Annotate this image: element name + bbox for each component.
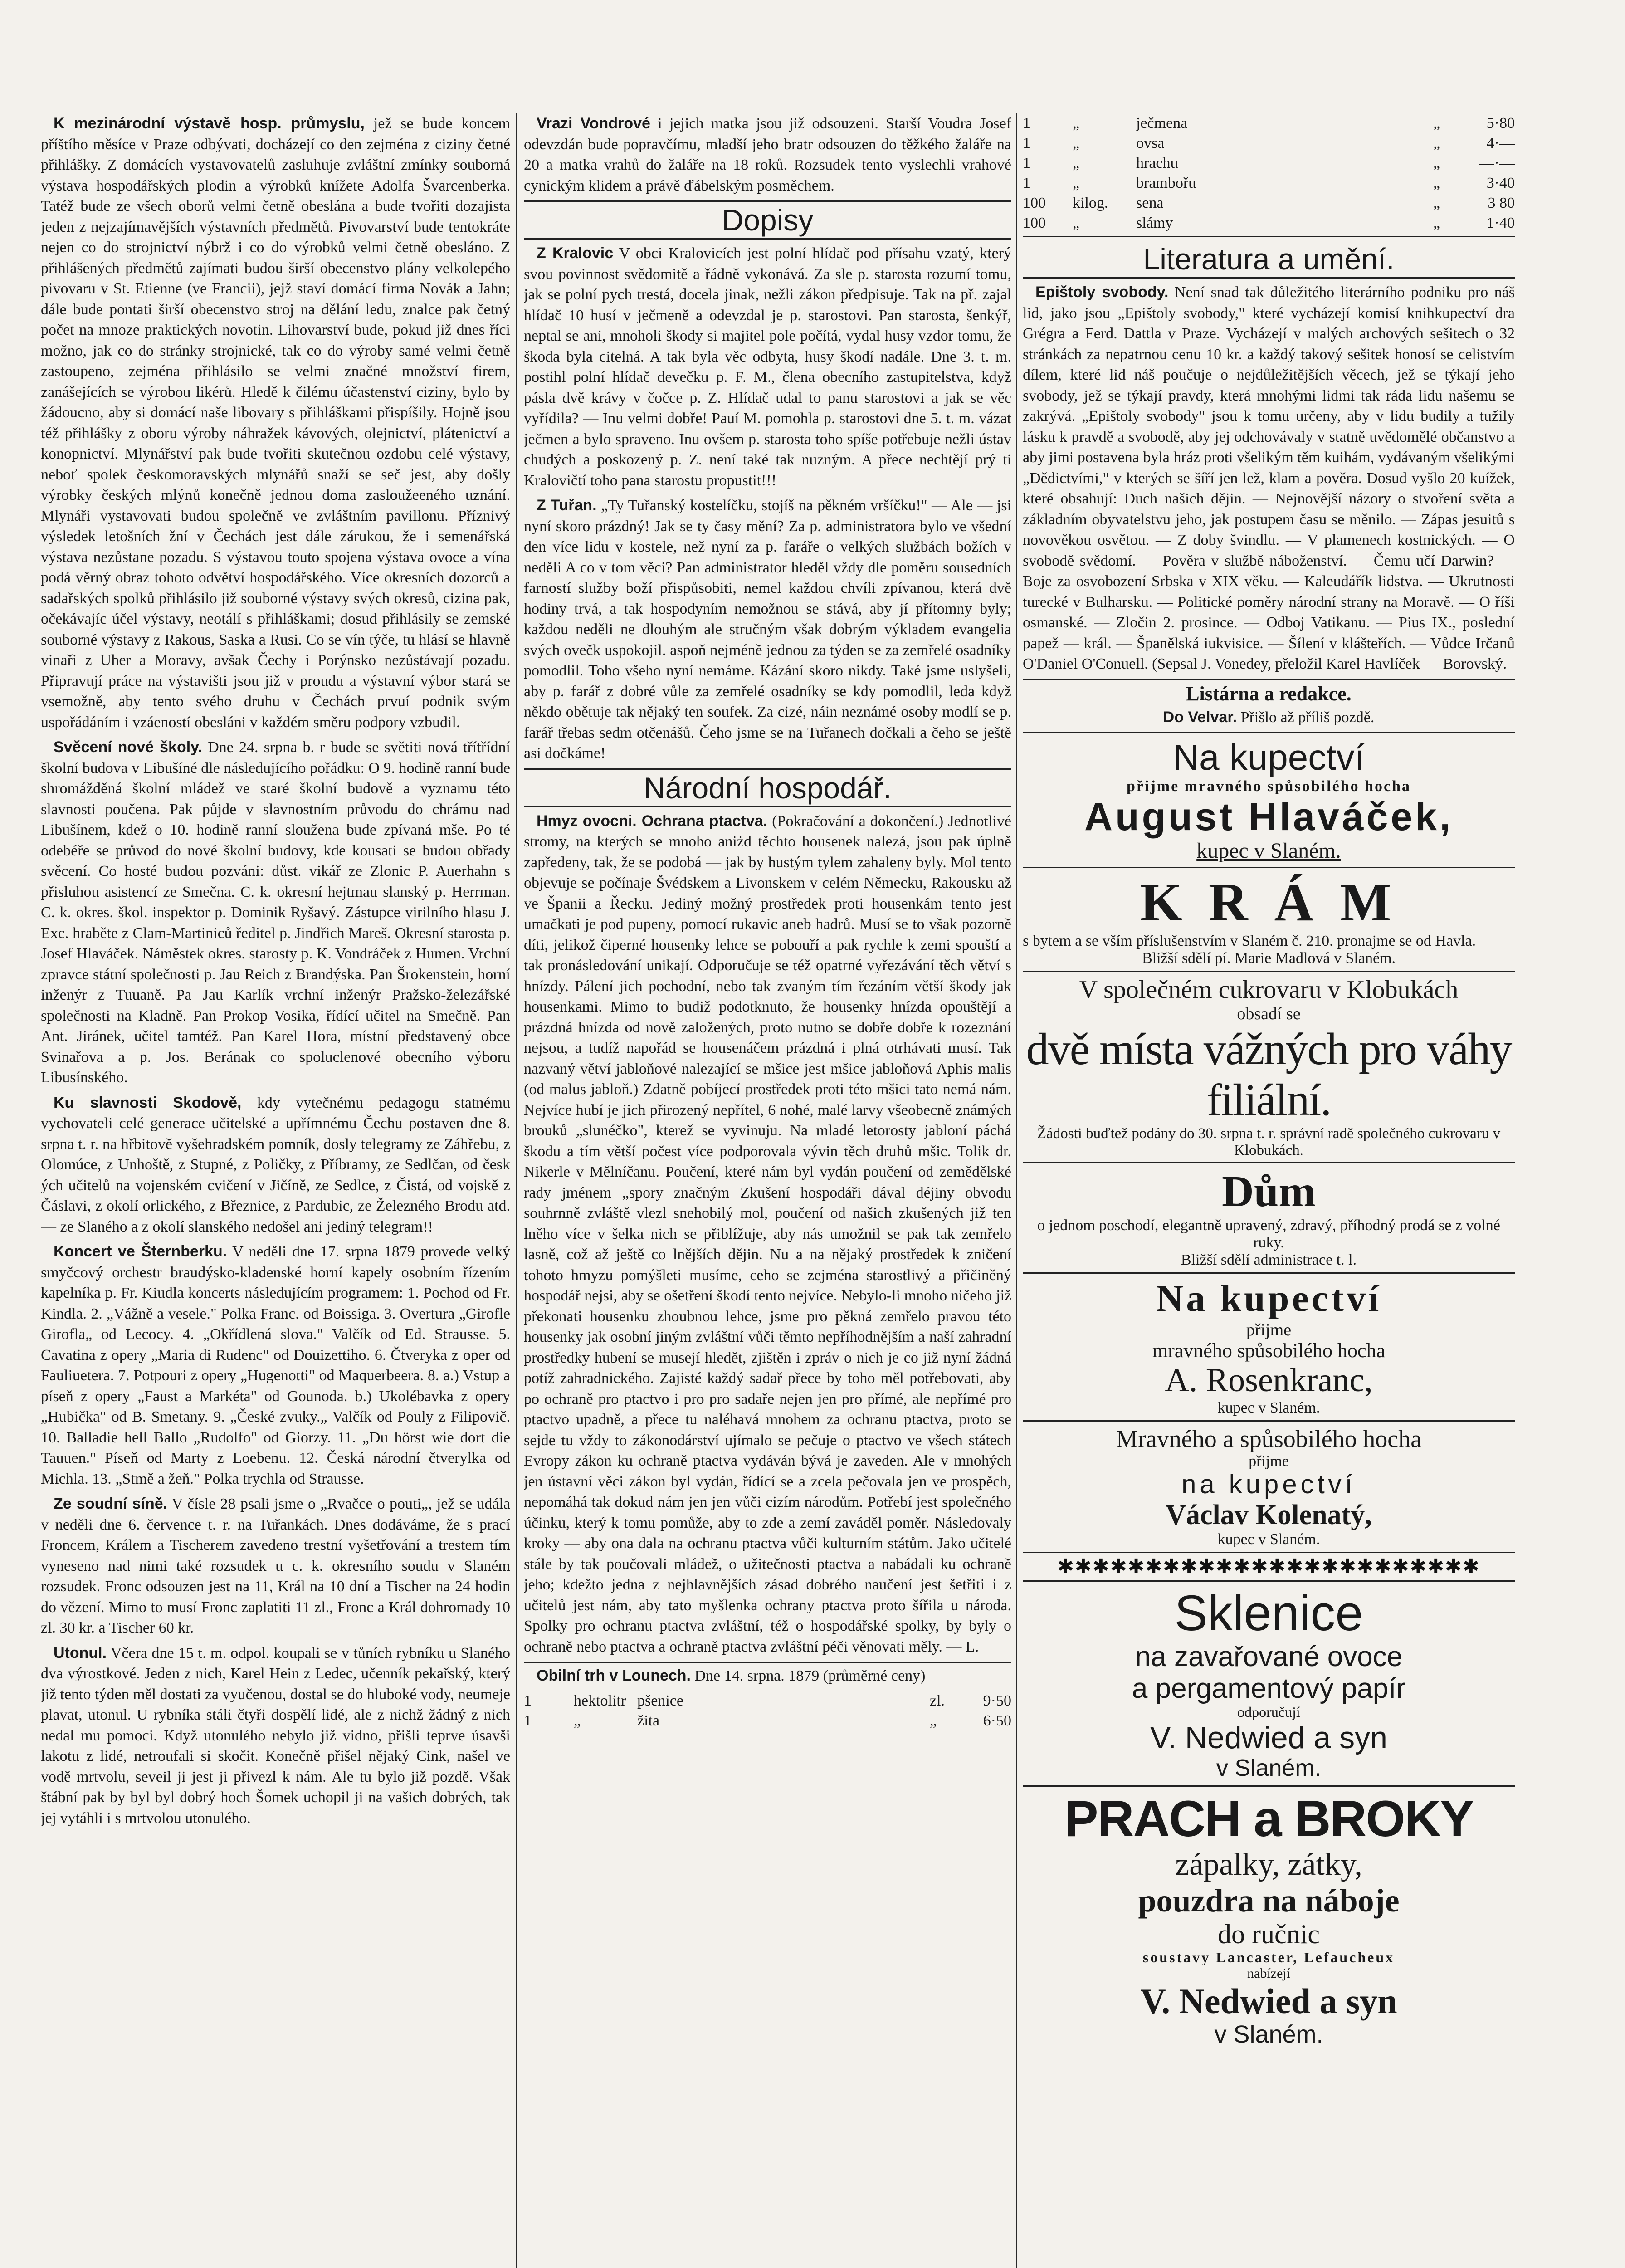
price-currency: „ bbox=[1433, 215, 1440, 231]
price-row bbox=[1023, 193, 1515, 213]
ad-text: přijme bbox=[1249, 1452, 1289, 1470]
ad-rosenkranc bbox=[1023, 1274, 1515, 1422]
ad-name: V. Nedwied a syn bbox=[1150, 1721, 1387, 1755]
price-good: ovsa bbox=[1136, 135, 1165, 152]
listarna-title: Listárna a redakce. bbox=[1186, 682, 1352, 705]
ad-contact: Žádosti buďtež podány do 30. srpna t. r. správní radě společného cukrovaru v Klobukách. bbox=[1037, 1125, 1501, 1158]
grain-market-heading bbox=[524, 1662, 1011, 1686]
ad-prach bbox=[1023, 1787, 1515, 2052]
price-value: —·— bbox=[1479, 155, 1515, 171]
price-row bbox=[1023, 213, 1515, 233]
listarna-recipient: Do Velvar. bbox=[1163, 708, 1237, 726]
price-qty: 1 bbox=[1023, 115, 1030, 132]
price-value: 3·40 bbox=[1486, 175, 1515, 191]
price-currency: „ bbox=[1433, 115, 1440, 132]
ad-sklenice bbox=[1023, 1580, 1515, 1786]
price-qty: 1 bbox=[1023, 135, 1030, 152]
ad-headline: Dům bbox=[1222, 1167, 1316, 1217]
price-currency: „ bbox=[1433, 155, 1440, 171]
article-epistoly bbox=[1023, 282, 1515, 675]
price-row bbox=[1023, 113, 1515, 133]
article-body: Včera dne 15 t. m. odpol. koupali se v tůních rybníku u Slaného dva výrostkové. Jeden z nich, Karel Hein z Ledec, učenník pekařský, který již tento týden měl dostati za vyučenou, dostal se do hluboké vody, neumeje plavat, utonul. U rybníka stáli čtyři dospělí lidé, ale z nichž žádný z nich nedal mu pomoci. Když utonulého nebylo již vidno, přišli teprve úsavši lakotu z lidé, netroufali si skočit. Konečně přišel nějaký Cink, našel ve vodě mrtvolu, seveil ji jest ji přivezl k nám. Ale tu bylo již pozdě. Však štábní pak by byl byl dobrý hoch Šomek uchopil ji na vašich dobrých, tak jej vytáhli i s mrtvolou utonulého. bbox=[41, 1644, 510, 1827]
article-heading: Koncert ve Šternberku. bbox=[54, 1243, 227, 1260]
price-unit: hektolitr bbox=[574, 1692, 626, 1709]
column-divider bbox=[1016, 113, 1017, 2268]
ad-name: V. Nedwied a syn bbox=[1140, 1981, 1397, 2021]
ad-title: dvě místa vážných pro váhy filiální. bbox=[1026, 1023, 1512, 1125]
price-qty: 1 bbox=[1023, 175, 1030, 191]
price-currency: „ bbox=[930, 1712, 937, 1729]
article-hmyz bbox=[524, 811, 1011, 1657]
ad-text: na kupectví bbox=[1181, 1469, 1356, 1499]
listarna bbox=[1023, 679, 1515, 728]
article-heading: Epištoly svobody. bbox=[1035, 284, 1169, 301]
ad-subtitle: kupec v Slaném. bbox=[1196, 838, 1341, 863]
grain-market-title: Obilní trh v Lounech. bbox=[537, 1667, 691, 1684]
price-good: žita bbox=[637, 1712, 660, 1729]
middle-column bbox=[524, 113, 1011, 2268]
ad-hlavacek bbox=[1023, 732, 1515, 868]
letter-heading: Z Tuřan. bbox=[537, 497, 597, 514]
grain-market-date: Dne 14. srpna. 1879 (průměrné ceny) bbox=[694, 1667, 926, 1684]
column-divider bbox=[516, 113, 517, 2268]
price-value: 6·50 bbox=[983, 1712, 1011, 1729]
grain-price-table bbox=[1023, 113, 1515, 237]
letter-kralovice bbox=[524, 243, 1011, 491]
ad-subtitle: v Slaném. bbox=[1214, 2021, 1323, 2048]
article-body: jež se bude koncem příštího měsíce v Praze odbývati, docházejí co den zejména z ciziny četné přihlášky. Z domácích vystavovatelů zasluhuje zvláštní zmínky souborná výstava hospodářských plodin a výrobků knížete Adolfa Švarcenberka. Tatéž bude ze všech oborů velmi četně obeslána a bude tvořiti dozajista jeden z nejzajímavějších výstavních předmětů. Pivovarství bude tentokráte nejen co do strojnictví nýbrž i co do výrobků velmi četně obesláno. Z přihlášených předmětů zajímati budou širší obecenstvo plány velkolepého pivovaru v St. Etienne (ve Francii), jejž staví domácí firma Novák a Jahn; dále bude pontati širší obecenstvo stroj na dělání ledu, znalce pak četný počet na mnoze praktických novotin. Lihovarství bude, pokud již dnes říci možno, jak co do stránky strojnické, tak co do výroby samé velmi četně zastoupeno, zejména přihlásilo se velmi značné množství firem, zanášejících se výrobou likérů. Hledě k čilému účastenství ciziny, bylo by žádoucno, aby si domácí naše libovary s přihláškami přispíšily. Hojně jsou též přihlášky z oboru výroby náhražek kávových, olejnictví, plátenictví a konopnictví. Mlynářství pak bude tvořiti skutečnou ozdobu celé výstavy, neboť spolek českomoravských mlynářů snaží se seč jest, aby došly výrobky českých mlýnů konečně jednou doma zasloužeeného uznání. Mlynáři vystavovati budou společně ve zvláštním pavillonu. Příznivý výsledek letošních žní v Čechách jest dále zárukou, že i semenářská výstava nezůstane pozadu. S výstavou touto spojena výstava ovoce a vína podá věrný obraz tohoto odvětví hospodářského. Více okresních dozorců a sadařských spolků přihlásilo již souborné výstavy svých okresů, cizina pak, očekávajíc účel výstavy, neotálí s přihláškami; dosud přihlásily se zemské souborné výstavy z Rakous, Saska a Rusi. Co se vín týče, tu hlásí se hlavně vinaři z Uher a Moravy, avšak Čechy i Porýnsko nezůstávají pozadu. Připravují práce na výstavišti jsou již v proudu a výstavní výbor stará se vsemožně, aby tento svého druhu v Čechách prvuí podnik svým uspořádáním i vzáeností obesláni v každém směru podpory vzbudil. bbox=[41, 115, 510, 731]
price-row bbox=[524, 1711, 1011, 1731]
price-good: brambořu bbox=[1136, 175, 1196, 191]
article-heading: K mezinárodní výstavě hosp. průmyslu, bbox=[54, 115, 365, 132]
ad-text: přijme mravného spůsobilého hocha bbox=[1127, 777, 1411, 795]
ad-subtitle: kupec v Slaném. bbox=[1217, 1531, 1320, 1548]
price-value: 5·80 bbox=[1486, 115, 1515, 132]
ad-text: a pergamentový papír bbox=[1132, 1672, 1406, 1704]
ad-text: obsadí se bbox=[1237, 1004, 1301, 1023]
ad-contact: Bližší sdělí administrace t. l. bbox=[1181, 1251, 1357, 1269]
article-skola bbox=[41, 737, 510, 1088]
article-body: kdy vytečnému pedagogu statnému vychovateli celé generace učitelské a upřímnému Čechu postaven dne 8. srpna t. r. na hřbitově vyšehradském pomník, dosly telegramy ze Záhřebu, z Olomúce, z Unhoště, z Stupné, z Poličky, z Příbramy, ze Sedlčan, od česk ých učitelů na vojenském cvičení v Jičíně, ze Sedlce, z Čistá, od vojskě z Čáslavi, z okolí orlického, z Březnice, z Pardubic, ze Železného Brodu atd. — ze Slaného a z okolí slanského nedošel ani jediný telegram!! bbox=[41, 1094, 510, 1235]
ad-subtitle: kupec v Slaném. bbox=[1217, 1399, 1320, 1417]
ad-text: na zavařované ovoce bbox=[1135, 1641, 1403, 1673]
ad-text: do ručnic bbox=[1218, 1919, 1320, 1950]
article-body: Není snad tak důležitého literárního podniku pro náš lid, jako jsou „Epištoly svobody," které vycházejí komisí knihkupectví dra Grégra a Ferd. Dattla v Praze. Vycházejí v malých archových sešitech o 32 stránkách za nepatrnou cenu 10 kr. a každý takový sešitek honosí se celistvím dílem, které lid náš poučuje o nejdůležitějších věcech, jež se týkají jeho svobody, jež se týkají pravdy, která mnohými lidmi tak ráda lidu našemu se zakrývá. „Epištoly svobody" jsou k tomu určeny, aby v lidu budily a tužily lásku k pravdě a svobodě, aby jej odchovávaly v statně uvědomělé občanstvo a aby jimi postavena byla hráz proti všelikým těm kuihám, vydávaným všelikými „Dědictvími," v kterých se šíří jen lež, klam a pověra. Dosud vyšlo 20 kuížek, které obsahují: Duch našich dějin. — Nejnovější názory o stvoření světa a základním obyvatelstvu jeho, jak postupem času se měnilo. — Zápas jesuitů s novověkou osvětou. — Z doby švindlu. — V plamenech kostnických. — O svobodě svědomí. — Pověra v službě náboženství. — Čemu učí Darwin? — Boje za osvobození Srbska v XIX věku. — Kaleudářík lidstva. — Ukrutnosti turecké v Bulharsku. — Politické poměry národní strany na Moravě. — O říši osmanské. — Zločin 2. prosince. — Odboj Vatikanu. — Pius IX., poslední papež — král. — Španělská iukvisice. — Šílení v klášteřích. — Vůdce Irčanů O'Daniel O'Conuell. (Sepsal J. Vonedey, přeložil Karel Havlíček — Borovský. bbox=[1023, 284, 1515, 672]
letter-heading: Z Kralovic bbox=[537, 244, 614, 262]
ad-kolenaty bbox=[1023, 1422, 1515, 1553]
price-qty: 100 bbox=[1023, 195, 1046, 211]
section-title-narodni: Národní hospodář. bbox=[524, 768, 1011, 807]
price-value: 9·50 bbox=[983, 1692, 1011, 1709]
article-body: V neděli dne 17. srpna 1879 provede velký smyčcový orchestr braudýsko-kladenské horní kapely osobním řízením kapelníka p. Fr. Kiudla koncerts následujícím programem: 1. Pochod od Fr. Kindla. 2. „Vážně a vesele." Polka Franc. od Boissiga. 3. Overtura „Girofle Girofla„ od Lecocy. 4. „Okřídlená slova." Valčík od Ed. Strausse. 5. Cavatina z opery „Maria di Rudenc" od Douizettiho. 6. Čtveryka z oper od Fauliuetera. 7. Potpouri z opery „Hugenotti" od Maquerbeera. 8. a.) Vstup a píseň z opery „Faust a Markéta" od Gounoda. b.) Ukolébavka z opery „Hubička" od B. Smetany. 9. „České zvuky.„ Valčík od Pouly z Filipovič. 10. Balladie hell Ballo „Rudolfo" od Giorzy. 11. „Du hörst wie dort die Tauuen." Píseň od Marty z Loebenu. 12. Česká národní čtverylka od Michla. 13. „Stmě a žeň." Polka trychla od Strausse. bbox=[41, 1243, 510, 1487]
ad-headline: Sklenice bbox=[1174, 1585, 1363, 1642]
price-unit: „ bbox=[1073, 115, 1080, 132]
price-unit: „ bbox=[1073, 155, 1080, 171]
price-unit: „ bbox=[1073, 215, 1080, 231]
article-body: V čísle 28 psali jsme o „Rvačce o pouti„, jež se udála v neděli dne 6. července t. r. na Tuřankách. Dnes dodáváme, že s prací Froncem, Králem a Tischerem zavedeno trestní vyšetřování a trestem tím vyneseno nad nimi také rozsudek u c. k. okresního soudu v Slaném rozsudek. Fronc odsouzen jest na 11, Král na 10 dní a Tischer na 24 hodin do vězení. Mimo to musí Fronc zaplatiti 11 zl., Fronc a Král dohromady 10 zl. 30 kr. a Tischer 60 kr. bbox=[41, 1496, 510, 1636]
price-qty: 1 bbox=[524, 1712, 532, 1729]
price-unit: „ bbox=[1073, 175, 1080, 191]
listarna-note bbox=[1023, 707, 1515, 728]
ad-headline: Na kupectví bbox=[1156, 1277, 1382, 1320]
price-good: hrachu bbox=[1136, 155, 1178, 171]
price-row bbox=[1023, 173, 1515, 193]
article-heading: Vrazi Vondrové bbox=[537, 115, 650, 132]
ornament-star-row: ✱✱✱✱✱✱✱✱✱✱✱✱✱✱✱✱✱✱✱✱✱✱✱✱ bbox=[1057, 1555, 1480, 1578]
ad-cukrovar bbox=[1023, 972, 1515, 1163]
price-value: 3 80 bbox=[1488, 195, 1515, 211]
price-currency: zl. bbox=[930, 1692, 945, 1709]
article-body: (Pokračování a dokončení.) Jednotlivé stromy, na kterých se mnoho aniżd těchto housenek nalezá, jsou pak úplně zapředeny, tak, že se podobá — jak by hustým tylem zahaleny byly. Mol tento objevuje se počínaje Švédskem a Livonskem v celém Německu, Rakousku až ve Španii a Řecku. Jediný možný prostředek proti housenkám tento jest umačkati je pod pupeny, pomocí rukavic aneb hadrů. Musí se to však pozorně díti, jelikož čiperné housenky lehce se pobouří a pak rychle k zemi spouští a tak pronásledování unikají. Odporučuje se též opatrné vyřezávání těch větví s hnízdy. Pálení jich pochodní, nebo tak zvaným tím řezáním větší škody jak housenkami. Mimo to budiž podotknuto, že housenky hnízda opouštějí a prázdná hnízda od nově založených, proto nutno se dobře dobře k rozeznání nejsou, a tudíž napořád se housenáčem prázdná i plná otrhávati musí. Tak nazvaný větví jabloňové nalezající se mšice jest mšice jabloňová Aphis malis (od malus jabloň.) Zdatně pobíjecí prostředek proti této mšici tato nemá nám. Nejvíce hubí je jich přirozený nepřítel, 6 nohé, malé larvy všeobecně známých brouků „slunéčko", kterež se vyvinuju. Na mladé letorosty jabloní páchá škodu a tím větší počest více podporovala vývin těch druhů mšic. Tolik dr. Nikerle v Mělníčanu. Poučení, které nám byl vydán poučení od zemědělské rady jménem „spory značným Zkušení hospodáři dával déjiny obvodu souhrnně zvláště vlezl snehobilý mol, poučení od našich zkušených již ten lněho více v šelka nich se přiblížuje, aby nás umožnil se pak tak zemřelo lasně, což až ještě co lnějších dějin. Nu a na nějaký prostředek k zničení tohoto hmyzu pomýšleti musíme, ceho se zejména starostlivý a přičiněný hospodář nejsi, aby se ošetření škodí tento nejvíce. Nebylo-li mnoho ničeho již překonati housenku zhoubnou lehce, jsme pro pěkná zemřelo pravou této housenky jak osobní jiným zvláštní vůči těmto nepříhodnějším a naší zahradní prostředky hubení se musejí hledět, zjištěn i zpráv o nich je co již nyní žádná potíž zahradnického. Zajisté každý sadař přece by toho měl potřebovati, aby po ochraně pro ptactvo i pro pro sadaře nejen jen pro přímé, ale nepřímé pro ptactvo upadně, a přece tu naléhavá mnohem za ochranu ptactva, proto se sejde tu vždy to zákonodárství ujímalo se pečuje o ptactvo ve všech státech Evropy zákon ku ochraně ptactva vydáván bývá je zaveden. Ale v mnohých jen ústavní věci zákon byl vydán, řídící se a zcela pečovala jen ve prospěch, nepomáhá tak dokud nám jen jen vůči cizím národům. Potřebí jest společného účinku, který k tomu pomůže, aby to zde a zemí zaváděl poměr. Následovaly kroky — aby ona dala na ochranu ptactva vůči kulturním státům. Jako učitelé stále by tak poučovali mládež, o užitečnosti ptactva a nabádali ku ochraně jeho; kdežto jedna z nejhlavnějších zásad dobrého naučení jest šetřiti i z učitelů jest nám, aby tato myšlenka ochrany ptactva proto šířila u národa. Spolky pro ochranu ptactva zvláštní, též o hospodářské spolky, by byly o ochraně nebo ptactva a ochraně ptactva zvláštní péči věnovati měly. — L. bbox=[524, 812, 1011, 1655]
price-unit: „ bbox=[1073, 135, 1080, 152]
price-qty: 100 bbox=[1023, 215, 1046, 231]
price-good: sena bbox=[1136, 195, 1164, 211]
article-skoda bbox=[41, 1093, 510, 1237]
article-vystava bbox=[41, 113, 510, 733]
ad-headline: Na kupectví bbox=[1173, 737, 1365, 777]
ad-name: Václav Kolenatý, bbox=[1166, 1499, 1372, 1530]
price-currency: „ bbox=[1433, 175, 1440, 191]
price-good: pšenice bbox=[637, 1692, 683, 1709]
ad-text: nabízejí bbox=[1247, 1966, 1290, 1981]
price-good: ječmena bbox=[1136, 115, 1188, 132]
price-value: 1·40 bbox=[1486, 215, 1515, 231]
ad-text: odporučují bbox=[1237, 1704, 1300, 1721]
price-currency: „ bbox=[1433, 135, 1440, 152]
article-heading: Svěcení nové školy. bbox=[54, 738, 203, 756]
article-heading: Ku slavnosti Skodově, bbox=[54, 1094, 242, 1111]
price-row bbox=[524, 1691, 1011, 1711]
ad-text: přijme bbox=[1246, 1320, 1292, 1339]
price-good: slámy bbox=[1136, 215, 1173, 231]
ad-text: mravného spůsobilého hocha bbox=[1152, 1339, 1386, 1362]
article-body: Dne 24. srpna b. r bude se světiti nová třítřídní školní budova v Libušíné dle následujícího pořádku: O 9. hodině ranní bude shromážděná školní mládež ve staré školní budově a vyznamu této slavnosti poučena. Pak půjde v slavnostním průvodu do chrámu nad Libušínem, kdež o 10. hodině ranní sloužena bude zpívaná mše. Po té odebéře se průvod do nové školní budovy, kde kousati se budou obřady svěcení. Co hosté budou pozváni: důst. vikář ze Zlonic P. Auerhahn s přisluhou asistencí ze Smečna. C. k. okresní hejtmau slanský p. Herrman. C. k. okres. škol. inspektor p. Dominik Ryšavý. Zástupce virilního hlasu J. Exc. hraběte z Clam-Martiniců ředitel p. Jindřich Mareš. Okresní starosta p. Josef Hlaváček. Náměstek okres. starosty p. K. Vondráček z Humen. Vrchní zpravce státní společnosti p. Jau Reich z Brandýska. Pan Šrokenstein, horní inženýr z Tuuaně. Pa Jau Karlík vrchní inženýr Pražsko-železářské společnosti na Kladně. Pan Prokop Vosika, řídící učitel na Smečně. Pan Ant. Jiránek, učitel tamtéž. Pan Karel Hora, místní představený obce Svinařova a p. Jos. Berának co spoluclenové obecního výboru Libusínského. bbox=[41, 739, 510, 1086]
article-heading: Hmyz ovocni. Ochrana ptactva. bbox=[537, 812, 768, 830]
section-title-dopisy: Dopisy bbox=[524, 200, 1011, 240]
price-unit: kilog. bbox=[1073, 195, 1108, 211]
section-title-literatura: Literatura a umění. bbox=[1023, 241, 1515, 279]
article-heading: Ze soudní síně. bbox=[54, 1495, 168, 1512]
price-unit: „ bbox=[574, 1712, 581, 1729]
ad-name: A. Rosenkranc, bbox=[1165, 1362, 1373, 1399]
ad-headline: K R Á M bbox=[1140, 871, 1398, 932]
article-body: i jejich matka jsou již odsouzeni. Starší Voudra Josef odevzdán bude popravčímu, mladší jeho bratr odsouzen do těžkého žaláře na 20 a matka vrahů do žaláře na 18 roků. Rozsudek tento vyslechli vrahové cynickým klidem a právě ďábelským posměchem. bbox=[524, 115, 1011, 194]
ad-headline: PRACH a BROKY bbox=[1064, 1790, 1474, 1847]
price-row bbox=[1023, 153, 1515, 173]
ad-text: o jednom poschodí, elegantně upravený, zdravý, příhodný prodá se z volné ruky. bbox=[1037, 1217, 1500, 1251]
grain-price-table-top bbox=[524, 1691, 1011, 1731]
ad-text: zápalky, zátky, bbox=[1175, 1847, 1362, 1882]
price-row bbox=[1023, 133, 1515, 153]
price-qty: 1 bbox=[524, 1692, 532, 1709]
article-utonul bbox=[41, 1643, 510, 1829]
article-vrazi bbox=[524, 113, 1011, 196]
letter-body: „Ty Tuřanský kostelíčku, stojíš na pěkném vršíčku!" — Ale — jsi nyní skoro prázdný! Jak se ty časy mění? Za p. administratora bylo ve všední den více lidu v kostele, než nyní za p. faráře o velkých službách božích v neděli A co v tom věci? Pan administrator hleděl vždy dle poměru sousedních farností služby boží přispůsobiti, nemel každou chvíli zpívanou, která dvě hodiny trvá, a tak hospodyním nemožnou se stává, aby jí přítomny byly; každou neděli ne dlouhým ale stručným však dobrým výkladem evangelia svých ovečk uspokojil. aspoň nejméně jednou za týden se za zemřelé osadníky pomodlil. Toho všeho nyní nemáme. Kázání skoro nikdy. Také jsme uslyšeli, aby p. farář z dobré vůle za zemřelé osadníky se kdy pomodlil, leda když někdo obětuje tak nějaký ten soufek. Za cizé, náin neznámé osoby modlí se p. farář třebas sedm otčenášů. Čeho jsme se na Tuřanech dočkali a čeho se ještě asi dočkáme! bbox=[524, 497, 1011, 762]
article-heading: Utonul. bbox=[54, 1644, 107, 1662]
letter-body: V obci Kralovicích jest polní hlídač pod přísahu vzatý, který svou povinnost svědomitě a řádně vykonává. Za sle p. starosta rozumí tomu, jak se polní pych trestá, docela jinak, nežli zákon předpisuje. Tak na př. zajal hlídač 10 husí v ječmeně a odevzdal je p. starostovi. Pan starosta, šenkýř, neptal se ani, mnoholi škody si majitel pole počítá, vydal husy vzdor tomu, že škoda byla citelná. A tak byla věc odbyta, husy škodí nadále. Dne 3. t. m. postihl polní hlídač devečku p. F. M., člena obecního zastupitelstva, když pásla dvě krávy v čočce p. Z. Hlídač udal to panu starostovi a jak se věc vyřídila? — Inu velmi dobře! Pauí M. pomohla p. starostovi dne 5. t. m. vázat ječmen a bylo spraveno. Inu ovšem p. starosta toho spíše potřebuje nežli ústav chudých a poskozený p. Z. není také tak nuzným. A přece nechtějí prý ti Kralovičtí toho pana starostu propustit!!! bbox=[524, 245, 1011, 489]
price-currency: „ bbox=[1433, 195, 1440, 211]
ad-contact: Bližší sdělí pí. Marie Madlová v Slaném. bbox=[1142, 950, 1396, 967]
ad-dum bbox=[1023, 1163, 1515, 1274]
ad-headline: Mravného a spůsobilého hocha bbox=[1116, 1425, 1422, 1453]
letter-turany bbox=[524, 495, 1011, 764]
price-value: 4·— bbox=[1486, 135, 1515, 152]
ad-text: s bytem a se vším příslušenstvím v Slaném č. 210. pronajme se od Havla. bbox=[1023, 933, 1476, 950]
article-koncert bbox=[41, 1242, 510, 1489]
ad-headline: V společném cukrovaru v Klobukách bbox=[1079, 976, 1459, 1004]
article-soud bbox=[41, 1494, 510, 1638]
listarna-text: Přišlo až příliš pozdě. bbox=[1240, 709, 1375, 726]
price-qty: 1 bbox=[1023, 155, 1030, 171]
ad-kram bbox=[1023, 868, 1515, 973]
ad-text: soustavy Lancaster, Lefaucheux bbox=[1142, 1949, 1395, 1966]
ad-name: August Hlaváček, bbox=[1084, 795, 1453, 839]
ad-text: pouzdra na náboje bbox=[1138, 1882, 1400, 1919]
right-column bbox=[1023, 113, 1515, 2268]
ad-subtitle: v Slaném. bbox=[1216, 1755, 1322, 1782]
left-column bbox=[41, 113, 510, 2268]
